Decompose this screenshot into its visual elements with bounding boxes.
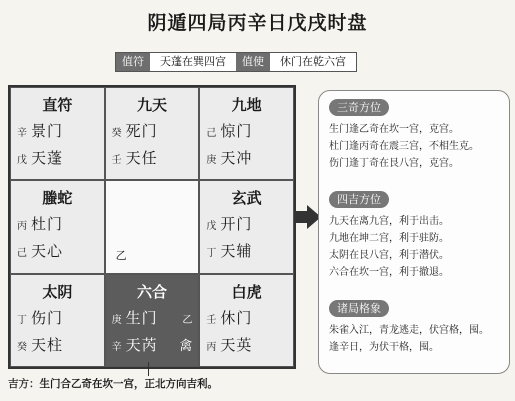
geju-line: 朱雀入江，青龙逃走，伏宫格，囤。 [329, 325, 489, 336]
siji-line: 太阴在艮八宫，利于潜伏。 [329, 250, 449, 261]
palace-god: 玄武 [231, 189, 262, 208]
star-name: 天心 [31, 242, 64, 261]
zhishi-label: 值使 [236, 53, 270, 71]
palace-gen [10, 274, 105, 367]
footer-pointer [148, 362, 149, 376]
star-name: 天蓬 [31, 149, 64, 167]
door-name: 杜门 [31, 215, 64, 234]
palace-god: 直符 [42, 96, 73, 114]
section-sanqi-body [329, 121, 501, 172]
footer-label: 吉方： [8, 378, 40, 390]
palace-qian [199, 274, 294, 367]
stem-small: 丙 [206, 341, 217, 353]
stem-small: 己 [17, 248, 27, 260]
section-geju-body [329, 322, 501, 356]
extra-stem: 乙 [182, 314, 193, 326]
door-name: 景门 [31, 122, 64, 140]
door-name: 惊门 [220, 122, 253, 140]
star-name: 天英 [220, 335, 253, 354]
palace-zhen [10, 180, 105, 273]
section-geju-title: 诸局格象 [329, 300, 389, 317]
stem-small: 癸 [17, 341, 27, 353]
stem-small: 壬 [111, 155, 122, 166]
nine-palace-grid [8, 85, 296, 369]
stem-small: 壬 [206, 314, 217, 326]
siji-line: 九天在离九宫，利于出击。 [329, 216, 449, 227]
extra-star: 禽 [179, 338, 193, 354]
stem-small: 辛 [17, 128, 27, 139]
zhifu-value: 天蓬在巽四宫 [150, 53, 236, 71]
door-name: 死门 [125, 122, 158, 140]
zhifu-zhishi-bar [115, 52, 357, 72]
stem-small: 丁 [206, 248, 217, 260]
palace-dui [199, 180, 294, 273]
section-sanqi-title: 三奇方位 [329, 99, 389, 116]
analysis-panel [318, 90, 510, 374]
door-name: 开门 [220, 215, 253, 234]
palace-god: 白虎 [231, 282, 262, 301]
stem-small: 戊 [206, 221, 217, 233]
footer-text: 生门合乙奇在坎一宫，正北方向吉利。 [39, 378, 218, 390]
star-name: 天任 [125, 149, 158, 167]
stem-small: 癸 [111, 128, 122, 139]
stem-small: 辛 [111, 341, 122, 353]
stem-small: 庚 [111, 314, 122, 326]
stem-small: 丁 [17, 314, 27, 326]
sanqi-line: 伤门逢丁奇在艮八宫，克宫。 [329, 158, 459, 169]
palace-god: 六合 [136, 282, 167, 301]
star-name: 天芮 [125, 335, 158, 354]
door-name: 生门 [125, 308, 158, 327]
palace-kan [105, 274, 200, 367]
zhifu-label: 值符 [116, 53, 150, 71]
section-siji-body [329, 213, 501, 281]
star-name: 天辅 [220, 242, 253, 261]
star-name: 天柱 [31, 335, 64, 354]
footer-note [8, 376, 218, 391]
palace-xun [10, 87, 105, 180]
stem-small: 己 [206, 128, 217, 139]
siji-line: 六合在坎一宫，利于撤退。 [329, 267, 449, 278]
palace-center [105, 180, 200, 273]
stem-small: 丙 [17, 221, 27, 233]
geju-line: 逢辛日，为伏干格，囤。 [329, 342, 439, 353]
palace-kun [199, 87, 294, 180]
section-siji-title: 四吉方位 [329, 191, 389, 208]
siji-line: 九地在坤二宫，利于驻防。 [329, 233, 449, 244]
zhishi-value: 休门在乾六宫 [270, 53, 356, 71]
palace-god: 九天 [136, 96, 167, 114]
sanqi-line: 杜门逢丙奇在震三宫，不相生克。 [329, 141, 479, 152]
stem-small: 庚 [206, 155, 217, 166]
page-title: 阴遁四局丙辛日戊戌时盘 [147, 12, 368, 34]
sanqi-line: 生门逢乙奇在坎一宫，克宫。 [329, 124, 459, 135]
center-stem: 乙 [115, 249, 127, 263]
star-name: 天冲 [220, 149, 253, 167]
palace-god: 九地 [231, 96, 262, 114]
door-name: 伤门 [31, 308, 64, 327]
palace-li [105, 87, 200, 180]
stem-small: 戊 [17, 155, 27, 166]
palace-god: 太阴 [42, 282, 73, 301]
door-name: 休门 [220, 308, 253, 327]
palace-god: 螣蛇 [42, 189, 73, 208]
